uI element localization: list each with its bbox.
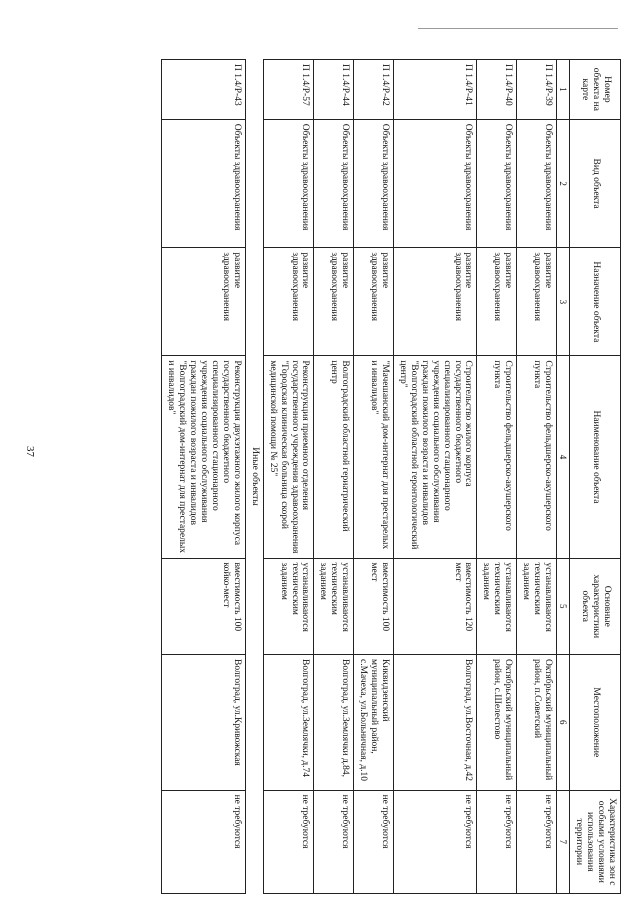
object-purpose: развитие здравоохранения [517, 248, 557, 356]
object-name: "Мачешанский дом-интернат для престарелых и инвалидов" [354, 356, 394, 558]
object-zones: не требуются [314, 790, 354, 893]
object-type: Объекты здравоохранения [314, 119, 354, 248]
column-number: 4 [556, 356, 569, 558]
object-zones: не требуются [517, 790, 557, 893]
object-characteristics: вместимость 120 мест [393, 558, 476, 654]
object-purpose: развитие здравоохранения [354, 248, 394, 356]
header-cell: Назначение объекта [570, 248, 621, 356]
object-number: П 1.4/Р-42 [354, 60, 394, 120]
object-purpose: развитие здравоохранения [477, 248, 517, 356]
header-rule [418, 28, 618, 29]
object-location: Волгоград, ул.Восточная, д.42 [393, 655, 476, 791]
object-type: Объекты здравоохранения [354, 119, 394, 248]
object-purpose: развитие здравоохранения [263, 248, 314, 356]
object-characteristics: вместимость 100 мест [354, 558, 394, 654]
object-characteristics: вместимость 100 койко-мест [162, 558, 245, 654]
object-zones: не требуются [354, 790, 394, 893]
object-location: Киквидзенский муниципальный район, с.Мачеха, ул.Больничная, д.10 [354, 655, 394, 791]
object-type: Объекты здравоохранения [477, 119, 517, 248]
column-number: 7 [556, 790, 569, 893]
column-number: 2 [556, 119, 569, 248]
table-row [393, 60, 476, 894]
table-row [477, 60, 517, 894]
objects-table [161, 59, 621, 894]
header-cell: Наименование объекта [570, 356, 621, 558]
header-cell: Вид объекта [570, 119, 621, 248]
object-number: П 1.4/Р-57 [263, 60, 314, 120]
object-characteristics: устанавливаются техническим заданием [517, 558, 557, 654]
object-location: Волгоград, ул.Землячки, д.74 [263, 655, 314, 791]
object-name: Строительство фельдшерско-акушерского пункта [477, 356, 517, 558]
table-row [263, 60, 314, 894]
object-number: П 1.4/Р-43 [162, 60, 245, 120]
header-cell: Основные характеристики объекта [570, 558, 621, 654]
rotated-table-wrapper [145, 59, 621, 894]
object-purpose: развитие здравоохранения [393, 248, 476, 356]
section-heading: Иные объекты [245, 60, 263, 894]
object-characteristics: устанавливаются техническим заданием [314, 558, 354, 654]
object-type: Объекты здравоохранения [393, 119, 476, 248]
object-name: Строительство жилого корпуса государственного бюджетного специализированного стационарного учреждения социального обслуживания граждан пожилого возраста и инвалидов "Волгоградский областной геронтологический центр" [393, 356, 476, 558]
header-row [570, 60, 621, 894]
object-location: Волгоград, ул.Кривожская [162, 655, 245, 791]
object-number: П 1.4/Р-44 [314, 60, 354, 120]
object-location: Октябрьский муниципальный район, с.Шелестово [477, 655, 517, 791]
column-number-row [556, 60, 569, 894]
page-number: 37 [24, 446, 36, 457]
object-type: Объекты здравоохранения [162, 119, 245, 248]
object-type: Объекты здравоохранения [517, 119, 557, 248]
column-number: 5 [556, 558, 569, 654]
object-purpose: развитие здравоохранения [314, 248, 354, 356]
object-number: П 1.4/Р-40 [477, 60, 517, 120]
object-name: Волгоградский областной гериатрический центр [314, 356, 354, 558]
object-name: Реконструкция приемного отделения государственного учреждения здравоохранения "Городская клиническая больница скорой медицинской помощи № 25" [263, 356, 314, 558]
table-row [517, 60, 557, 894]
object-zones: не требуются [477, 790, 517, 893]
column-number: 1 [556, 60, 569, 120]
header-cell: Номер объекта на карте [570, 60, 621, 120]
object-number: П 1.4/Р-39 [517, 60, 557, 120]
column-number: 3 [556, 248, 569, 356]
object-zones: не требуются [263, 790, 314, 893]
header-cell: Местоположение [570, 655, 621, 791]
table-row [354, 60, 394, 894]
section-row [245, 60, 263, 894]
object-zones: не требуются [393, 790, 476, 893]
object-characteristics: устанавливаются техническим заданием [477, 558, 517, 654]
object-name: Строительство фельдшерско-акушерского пункта [517, 356, 557, 558]
column-number: 6 [556, 655, 569, 791]
table-row [162, 60, 245, 894]
object-name: Реконструкция двухэтажного жилого корпуса государственного бюджетного специализированного стационарного учреждения социального обслуживания граждан пожилого возраста и инвалидов "Волгоградский дом-интернат для престарелых и инвалидов" [162, 356, 245, 558]
object-location: Волгоград, ул.Землячки д.84, [314, 655, 354, 791]
object-zones: не требуются [162, 790, 245, 893]
object-number: П 1.4/Р-41 [393, 60, 476, 120]
object-location: Октябрьский муниципальный район, п.Советский [517, 655, 557, 791]
header-cell: Характеристика зон с особыми условиями использования территории [570, 790, 621, 893]
table-row [314, 60, 354, 894]
object-characteristics: устанавливаются техническим заданием [263, 558, 314, 654]
object-purpose: развитие здравоохранения [162, 248, 245, 356]
object-type: Объекты здравоохранения [263, 119, 314, 248]
